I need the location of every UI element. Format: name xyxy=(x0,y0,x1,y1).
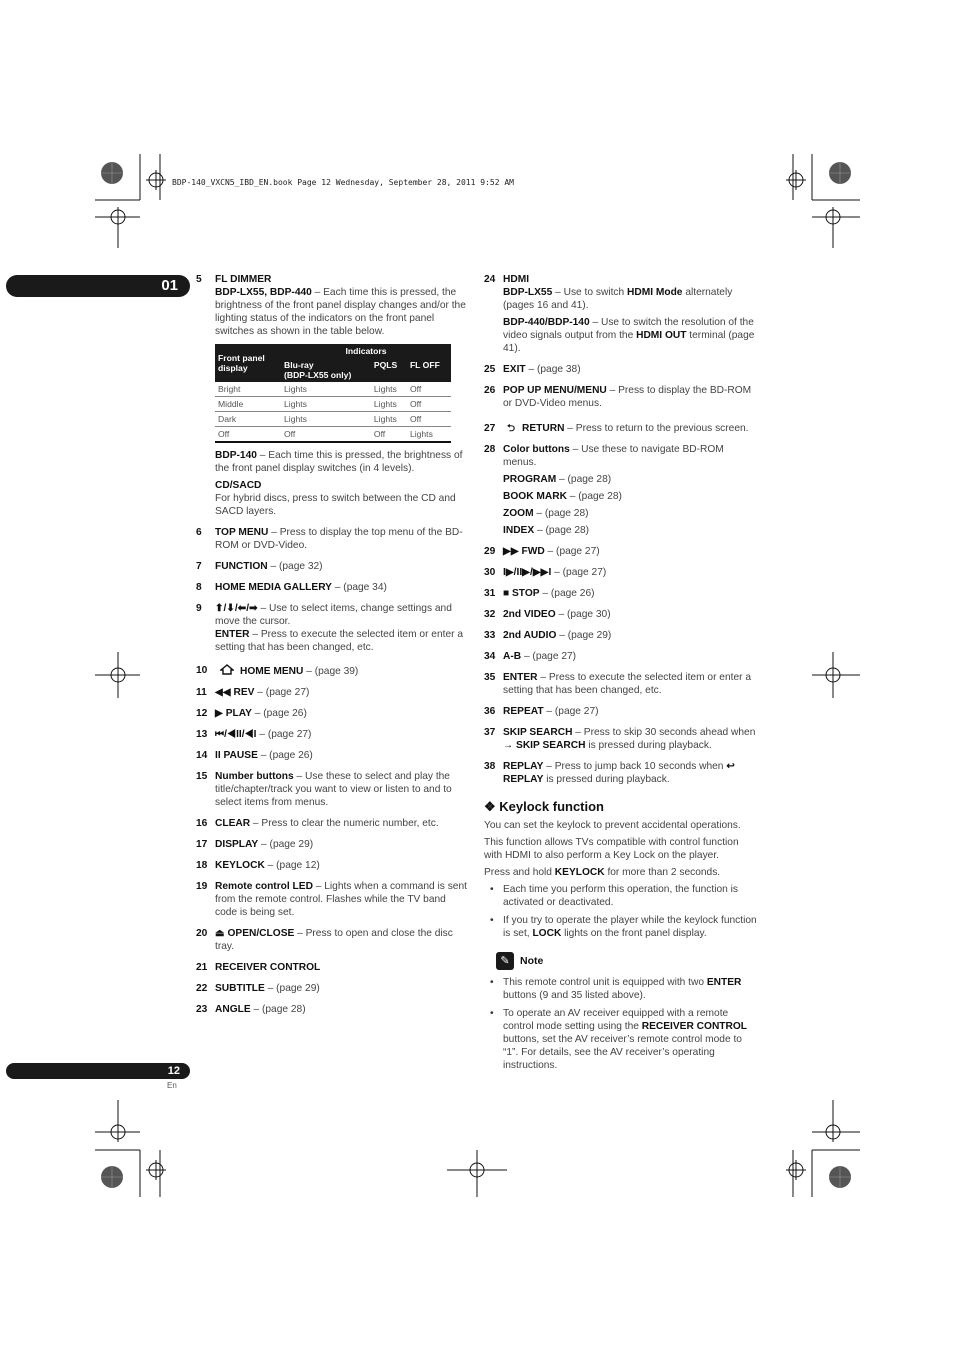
stop-icon: ■ xyxy=(503,588,510,599)
sub-text: For hybrid discs, press to switch between the CD and SACD layers. xyxy=(215,493,456,517)
header-bluray: Blu-ray (BDP-LX55 only) xyxy=(281,358,371,382)
indicator-table xyxy=(215,344,451,443)
list-item-24: 24 HDMI BDP-LX55 – Use to switch HDMI Mode alternately (pages 16 and 41). BDP-440/BDP-140 – Use to switch the resolution of the video signals output from the HDMI OUT terminal (page 41). xyxy=(484,274,755,354)
sub-title: CD/SACD xyxy=(215,480,262,491)
list-item-34: 34 A-B – (page 27) xyxy=(484,651,577,662)
arrow-keys-icon: ⬆/⬇/⬅/➡ xyxy=(215,603,258,614)
list-item-16: 16 CLEAR – Press to clear the numeric number, etc. xyxy=(196,818,439,829)
model-names: BDP-LX55, BDP-440 xyxy=(215,287,312,298)
item-title: FL DIMMER xyxy=(215,274,272,285)
header-fl-off: FL OFF xyxy=(407,358,451,382)
list-item-25: 25 EXIT – (page 38) xyxy=(484,364,581,375)
eject-icon: ⏏ xyxy=(215,928,225,939)
table-row: Bright Lights Lights Off xyxy=(215,382,451,397)
list-item-10: 10 HOME MENU – (page 39) xyxy=(196,665,359,677)
list-item-38: 38 REPLAY – Press to jump back 10 seconds when ↩ REPLAY is pressed during playback. xyxy=(484,761,735,785)
note-pencil-icon: ✎ xyxy=(496,952,514,970)
list-item-35: 35 ENTER – Press to execute the selected item or enter a setting that has been changed, etc. xyxy=(484,672,752,696)
page-number: 12 xyxy=(167,1065,180,1077)
list-item-14: 14 II PAUSE – (page 26) xyxy=(196,750,313,761)
play-icon: ▶ xyxy=(215,708,223,719)
chapter-number: 01 xyxy=(161,277,178,294)
list-item-26: 26 POP UP MENU/MENU – Press to display the BD-ROM or DVD-Video menus. xyxy=(484,385,752,409)
keylock-paragraph-3: Press and hold KEYLOCK for more than 2 seconds. xyxy=(484,867,721,878)
list-item-20: 20 ⏏ OPEN/CLOSE – Press to open and close the disc tray. xyxy=(196,928,453,952)
chapter-tab xyxy=(6,275,190,297)
list-item-32: 32 2nd VIDEO – (page 30) xyxy=(484,609,611,620)
note-heading: ✎ Note xyxy=(496,952,758,970)
list-item-22: 22 SUBTITLE – (page 29) xyxy=(196,983,320,994)
page-number-tab xyxy=(6,1063,190,1079)
list-item-29: 29 ▶▶ FWD – (page 27) xyxy=(484,546,600,557)
list-item-6: 6 TOP MENU – Press to display the top menu of the BD-ROM or DVD-Video. xyxy=(196,527,463,551)
table-row: Off Off Off Lights xyxy=(215,427,451,443)
keylock-paragraph-1: You can set the keylock to prevent accidental operations. xyxy=(484,820,741,831)
list-item-23: 23 ANGLE – (page 28) xyxy=(196,1004,306,1015)
list-item-13: 13 ⏮/◀II/◀I – (page 27) xyxy=(196,729,312,740)
return-icon: ⮌ xyxy=(507,423,516,434)
list-item-18: 18 KEYLOCK – (page 12) xyxy=(196,860,320,871)
table-row: Middle Lights Lights Off xyxy=(215,397,451,412)
rewind-icon: ◀◀ xyxy=(215,687,231,698)
keylock-bullet-1: • Each time you perform this operation, the function is activated or deactivated. xyxy=(484,883,758,909)
list-item-12: 12 ▶ PLAY – (page 26) xyxy=(196,708,307,719)
keylock-bullet-2: • If you try to operate the player while the keylock function is set, LOCK lights on the front panel display. xyxy=(484,914,758,940)
model-name: BDP-140 xyxy=(215,450,257,461)
skip-search-icon: → xyxy=(503,740,514,751)
list-item-37: 37 SKIP SEARCH – Press to skip 30 seconds ahead when → SKIP SEARCH is pressed during playback. xyxy=(484,727,756,751)
replay-icon: ↩ xyxy=(726,761,735,772)
list-item-31: 31 ■ STOP – (page 26) xyxy=(484,588,595,599)
home-icon xyxy=(220,664,234,675)
header-indicators: Indicators xyxy=(281,344,451,358)
list-item-9: 9 ⬆/⬇/⬅/➡ – Use to select items, change settings and move the cursor. ENTER – Press to execute the selected item or enter a setting that has been changed, etc. xyxy=(196,603,464,653)
right-column xyxy=(484,273,758,1077)
skip-back-icon: ⏮/◀II/◀I xyxy=(215,729,257,740)
fast-forward-icon: ▶▶ xyxy=(503,546,519,557)
list-item-8: 8 HOME MEDIA GALLERY – (page 34) xyxy=(196,582,387,593)
header-front-panel: Front panel display xyxy=(215,344,281,382)
keylock-heading: ❖ Keylock function xyxy=(484,799,605,814)
left-column xyxy=(196,273,470,1024)
list-item-11: 11 ◀◀ REV – (page 27) xyxy=(196,687,310,698)
list-item-27: 27 ⮌ RETURN – Press to return to the previous screen. xyxy=(484,423,749,434)
item-text: – Each time this is pressed, the brightness of the front panel display changes and/or the lighting status of the indicators on the front panel switches as shown in the table below. xyxy=(215,287,466,337)
list-item-7: 7 FUNCTION – (page 32) xyxy=(196,561,323,572)
pause-icon: II xyxy=(215,750,221,761)
list-item-33: 33 2nd AUDIO – (page 29) xyxy=(484,630,612,641)
list-item-19: 19 Remote control LED – Lights when a command is sent from the remote control. Flashes while the TV band code is being set. xyxy=(196,881,467,918)
note-bullet-2: • To operate an AV receiver equipped with a remote control mode setting using the RECEIVER CONTROL buttons, set the AV receiver’s remote control mode to “1”. For details, see the AV receiver’s operating instructions. xyxy=(484,1007,758,1072)
note-bullet-1: • This remote control unit is equipped with two ENTER buttons (9 and 35 listed above). xyxy=(484,976,758,1002)
keylock-paragraph-2: This function allows TVs compatible with control function with HDMI to also perform a Key Lock on the player. xyxy=(484,837,739,861)
language-label: En xyxy=(167,1081,177,1090)
item-number: 5 xyxy=(196,274,202,285)
skip-forward-icon: I▶/II▶/▶▶I xyxy=(503,567,552,578)
list-item-15: 15 Number buttons – Use these to select and play the title/chapter/track you want to view or listen to and to select items from menus. xyxy=(196,771,452,808)
header-pqls: PQLS xyxy=(371,358,407,382)
list-item-36: 36 REPEAT – (page 27) xyxy=(484,706,599,717)
list-item-30: 30 I▶/II▶/▶▶I – (page 27) xyxy=(484,567,607,578)
book-file-line: BDP-140_VXCN5_IBD_EN.book Page 12 Wednesday, September 28, 2011 9:52 AM xyxy=(172,178,514,187)
list-item-21: 21 RECEIVER CONTROL xyxy=(196,962,321,973)
list-item-28: 28 Color buttons – Use these to navigate BD-ROM menus. PROGRAM – (page 28) BOOK MARK – (page 28) ZOOM – (page 28) INDEX – (page 28) xyxy=(484,444,724,536)
table-row: Dark Lights Lights Off xyxy=(215,412,451,427)
list-item-17: 17 DISPLAY – (page 29) xyxy=(196,839,314,850)
list-item-5: 5 FL DIMMER BDP-LX55, BDP-440 – Each time this is pressed, the brightness of the front panel display changes and/or the lighting status of the indicators on the front panel switches as shown in the table below. Front panel display Indicators Blu-ray (BDP-LX55 only) PQLS FL OFF Bright Lights Lights Off Middle Lights Lights Off Dark Lights Lights Off Off Off Off Lights BDP-140 – Each time this is pressed, the brightness of the front panel display switches (in 4 levels). CD/SACD For hybrid discs, press to switch between the CD and SACD layers. xyxy=(196,273,470,518)
